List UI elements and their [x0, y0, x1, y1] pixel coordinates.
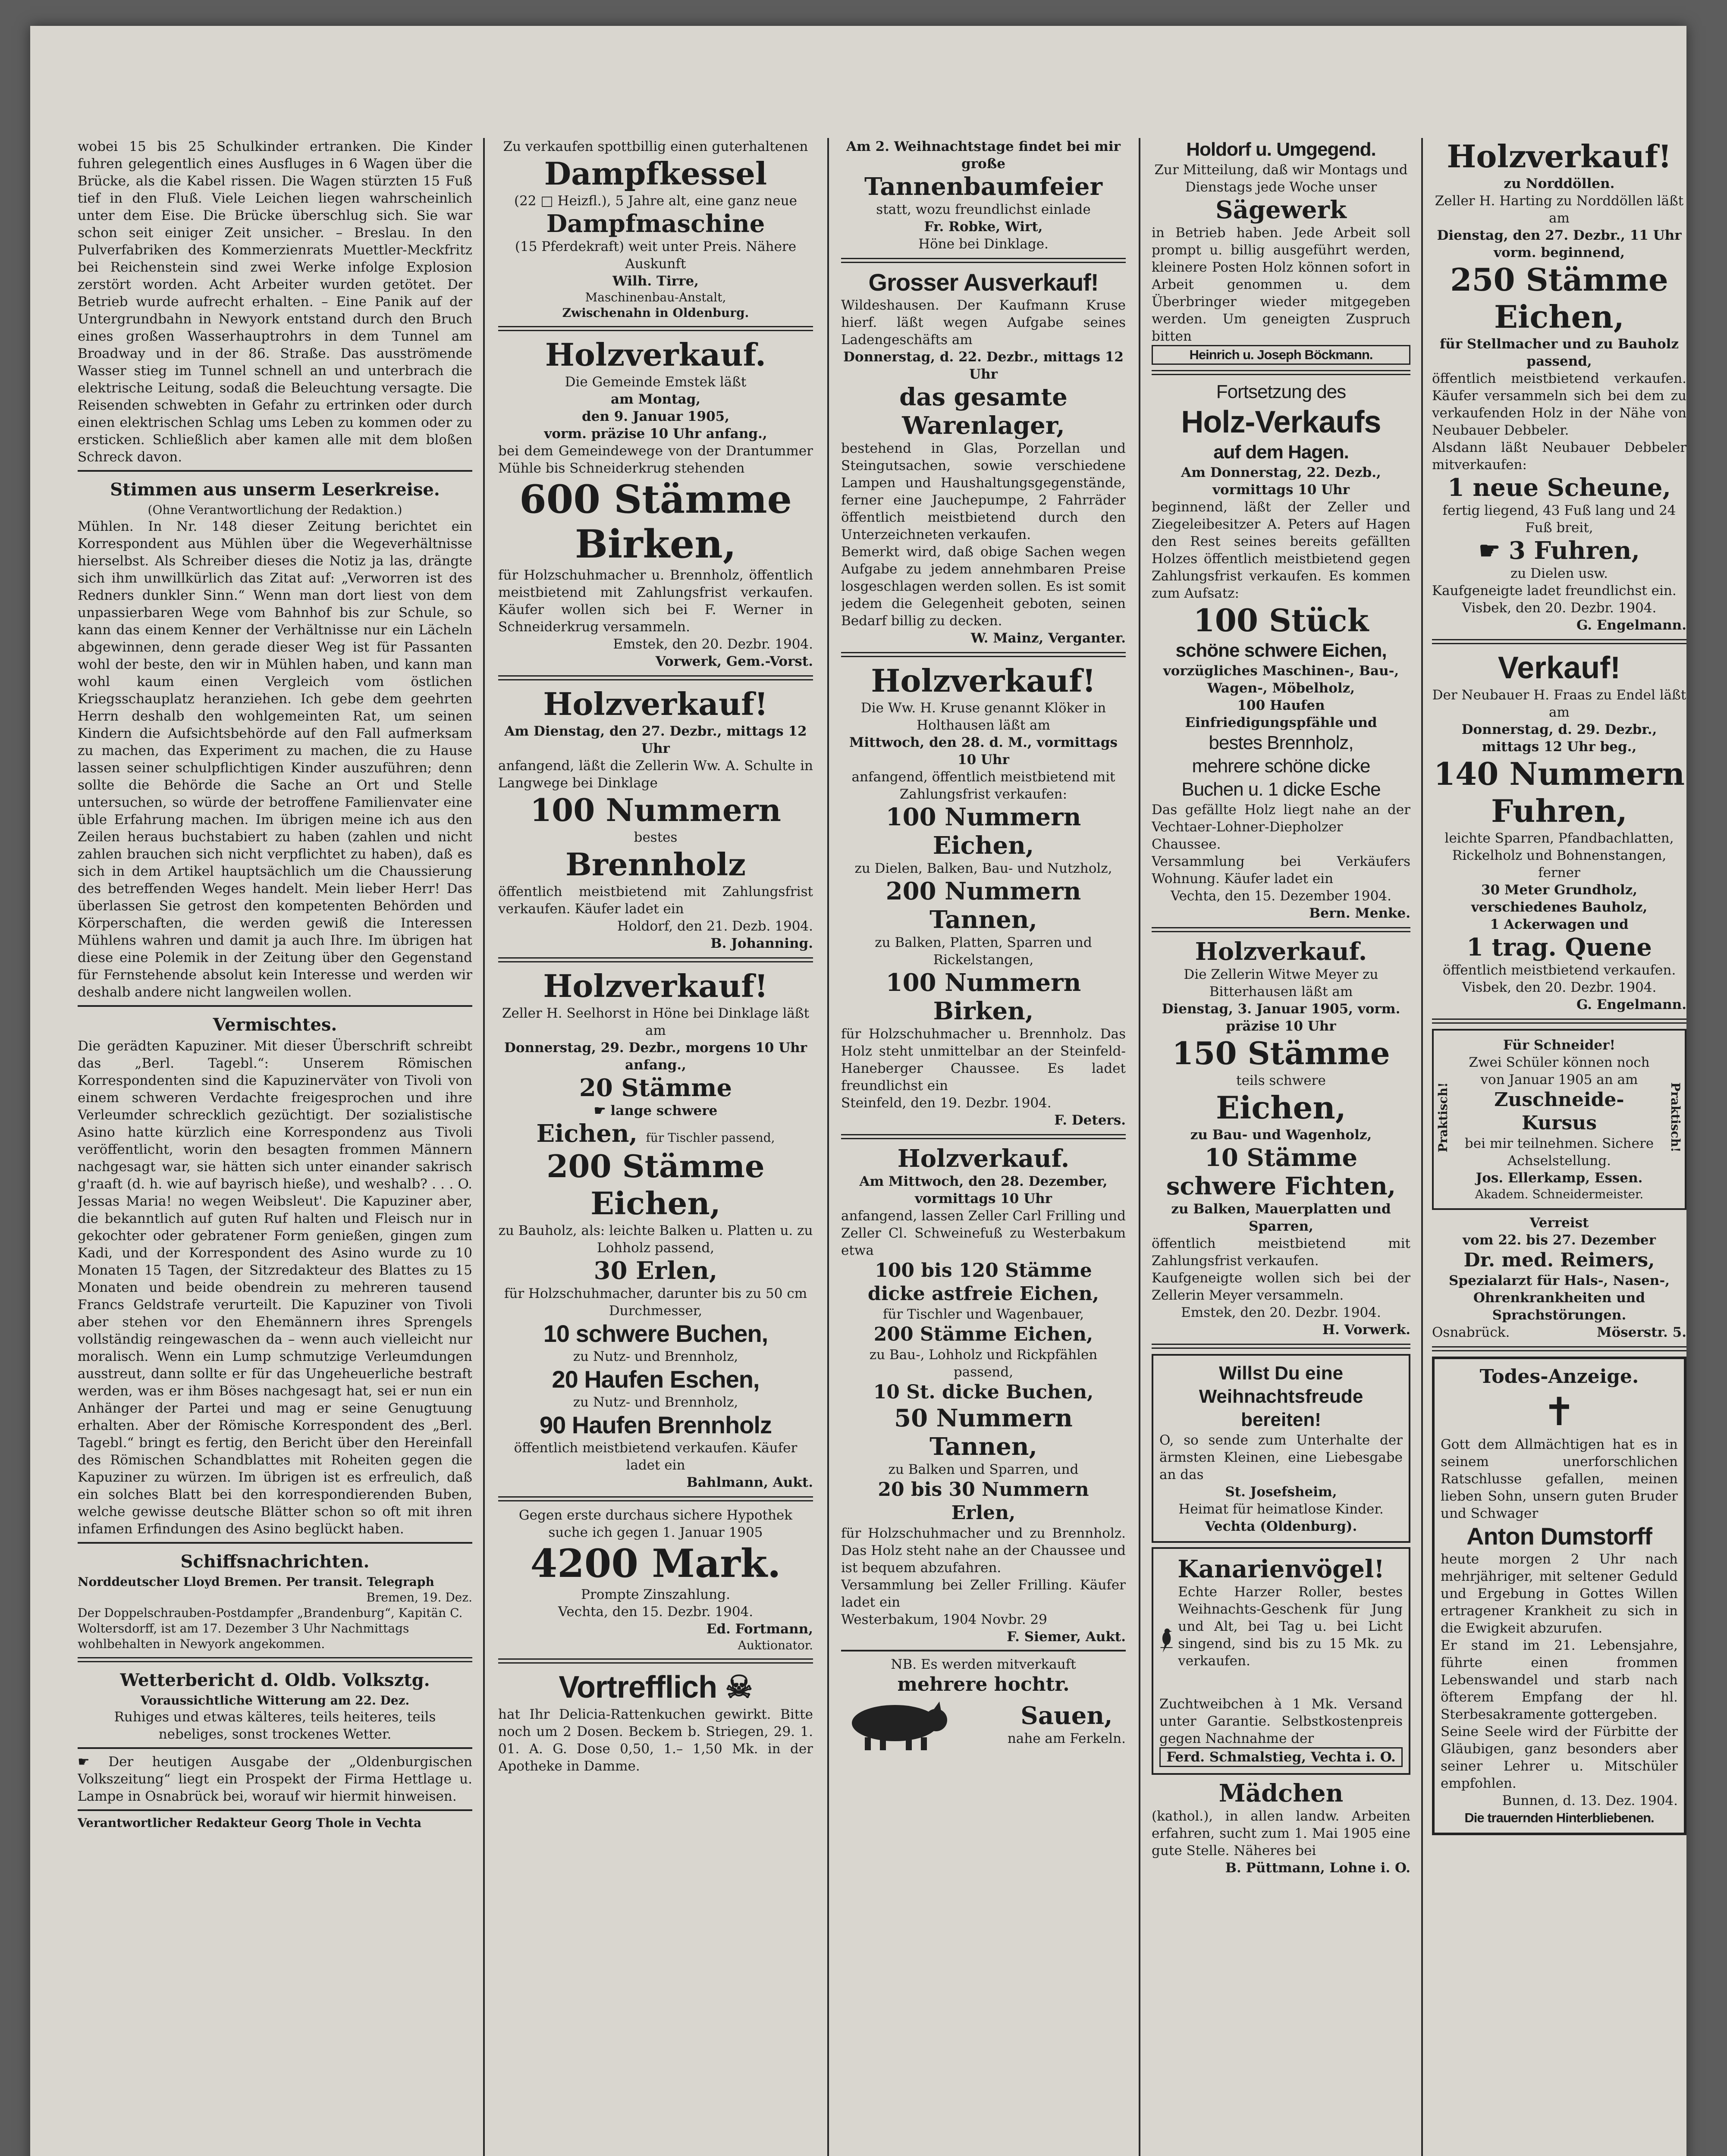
ad-josefsheim-heading: Willst Du eine Weihnachtsfreude bereiten!: [1199, 1363, 1363, 1430]
ad-fraas-line2: Donnerstag, d. 29. Dezbr., mittags 12 Uhr beg.,: [1461, 722, 1657, 755]
ad-maedchen-body: (kathol.), in allen landw. Arbeiten erfahren, sucht zum 1. Mai 1905 eine gute Stelle. Näheres bei: [1152, 1808, 1410, 1858]
ad-hagen-line4: 100 Haufen: [1237, 698, 1325, 713]
ad-schulte-heading: Holzverkauf!: [543, 686, 768, 722]
ad-hagen-big5: schöne schwere Eichen,: [1175, 640, 1387, 661]
ad-kruse-line5: zu Balken, Platten, Sparren und Rickelstangen,: [875, 935, 1092, 968]
ad-emstek-line1: Die Gemeinde Emstek läßt: [565, 374, 747, 390]
ad-seelhorst-line3-text: lange schwere: [610, 1103, 718, 1119]
ad-frilling-big7: 20 bis 30 Nummern: [878, 1479, 1089, 1501]
ad-hagen-big1: Fortsetzung des: [1216, 381, 1346, 402]
ship-date: Bremen, 19. Dez.: [366, 1590, 472, 1604]
ad-harting-body: öffentlich meistbietend verkaufen. Käufer versammeln sich bei dem zu verkaufenden Holz in der Nähe von Neubauer Debbeler.: [1432, 371, 1686, 438]
ad-boiler-title: Dampfkessel: [544, 155, 767, 192]
ad-emstek-signature: Vorwerk, Gem.-Vorst.: [655, 654, 813, 669]
pointing-hand-icon: ☛: [593, 1103, 606, 1119]
ad-harting-date: Visbek, den 20. Dezbr. 1904.: [1462, 600, 1657, 616]
ad-saegewerk-heading: Holdorf u. Umgegend.: [1186, 139, 1376, 160]
ad-frilling-big2: dicke astfreie Eichen,: [867, 1283, 1099, 1305]
ad-meyer-date: Emstek, den 20. Dezbr. 1904.: [1181, 1305, 1381, 1320]
ad-hagen-body: beginnend, läßt der Zeller und Ziegeleibesitzer A. Peters auf Hagen den Rest seines bereits gefällten Holzes öffentlich meistbietend gegen Zahlungsfrist verkaufen. Es kommen zum Aufsatz:: [1152, 499, 1410, 601]
ad-mortgage-line2: Prompte Zinszahlung.: [581, 1587, 730, 1602]
ad-hagen-big2: Holz-Verkaufs: [1181, 405, 1381, 439]
ad-seelhorst-heading: Holzverkauf!: [543, 968, 768, 1004]
cross-icon: ✝: [1543, 1389, 1576, 1435]
ad-saegewerk-body: in Betrieb haben. Jede Arbeit soll prompt u. billig ausgeführt werden, kleinere Posten Holz können sofort in Arbeit genommen u. dem Überbringer wieder mitgegeben werden. Um geneigten Zuspruch bitten: [1152, 225, 1410, 344]
ad-death-line2: heute morgen 2 Uhr nach mehrjähriger, mit seltener Geduld und Ergebung in Gottes Willen ertragener Krankheit zu sich in die Ewigkeit abzurufen.: [1441, 1551, 1678, 1636]
ad-sauen-big2: Sauen,: [1020, 1702, 1113, 1730]
ad-emstek-line4: vorm. präzise 10 Uhr anfang.,: [544, 426, 767, 442]
news-item-bridge: wobei 15 bis 25 Schulkinder ertranken. Die Kinder fuhren gelegentlich eines Ausfluges in 6 Wagen über die Brücke, als die Kabel rissen. Die Wagen stürzten 15 Fuß tief in den Fluß. Viele Leichen liegen wahrscheinlich unter dem Eise. Die Brücke überschlug sich. Sie war schon seit einiger Zeit unsicher. – Breslau. In den Pulverfabriken des Kommerzienrats Muettler-Meckfritz bei Reichenstein sind zwei Werke infolge Explosion zerstört worden. Acht Arbeiter wurden getötet. Der Betrieb wurde aufrecht erhalten. – Eine Panik auf der Untergrundbahn in Newyork entstand durch den Bruch eines großen Wasserhauptrohrs in dem Tunnel am Broadway und in der 86. Straße. Das ausströmende Wasser stieg im Tunnel schnell an und unterbrach die elektrische Leitung, sodaß die Beleuchtung versagte. Die Reisenden schwebten in Gefahr zu ertrinken oder durch einen elektrischen Schlag ums Leben zu kommen oder zu ersticken. Schließlich aber kamen alle mit dem bloßen Schreck davon.: [78, 139, 472, 465]
ad-frilling-big8: Erlen,: [951, 1502, 1016, 1524]
ad-boiler-signature: Wilh. Tirre,: [612, 273, 699, 289]
ad-feier-signature: Fr. Robke, Wirt,: [924, 219, 1043, 235]
ad-sauen-right: [1008, 1702, 1126, 1747]
ad-harting-line8: Kaufgeneigte ladet freundlichst ein.: [1432, 583, 1677, 599]
ad-harting-big1: 250 Stämme: [1450, 261, 1668, 298]
ad-ausverkauf-line1: Wildeshausen. Der Kaufmann Kruse hierf. läßt wegen Aufgabe seines Ladengeschäfts am: [841, 298, 1126, 348]
ad-josefsheim-name: St. Josefsheim,: [1225, 1484, 1337, 1500]
ad-death-line1: Gott dem Allmächtigen hat es in seinem unerforschlichen Ratschlusse gefallen, meinen lieben Sohn, unsern guten Bruder und Schwager: [1441, 1437, 1678, 1521]
ad-canary-heading: Kanarienvögel!: [1178, 1555, 1385, 1583]
ad-seelhorst-big6: 10 schwere Buchen,: [543, 1320, 768, 1347]
ad-kruse-big6: Birken,: [933, 997, 1034, 1025]
column-4: [1152, 138, 1410, 2156]
ad-meyer-big2: Eichen,: [1216, 1089, 1346, 1126]
ad-emstek-big1: 600 Stämme: [519, 476, 792, 522]
ad-seelhorst-line1: Zeller H. Seelhorst in Höne bei Dinklage läßt am: [502, 1006, 810, 1038]
ad-hagen-big3: auf dem Hagen.: [1213, 442, 1349, 463]
ad-kruse-date: Steinfeld, den 19. Dezbr. 1904.: [841, 1095, 1052, 1111]
ad-harting-big4: [1432, 536, 1686, 565]
ad-sauen-row: [841, 1696, 1126, 1752]
ship-report: Der Doppelschrauben-Postdampfer „Brandenburg“, Kapitän C. Woltersdorff, ist am 17. Dezember 3 Uhr Nachmittags wohlbehalten in Newyork angekommen.: [78, 1606, 463, 1651]
ad-reimers-address: Möserstr. 5.: [1597, 1325, 1686, 1340]
ad-emstek-heading: Holzverkauf.: [545, 336, 766, 373]
ad-death-line3: Er stand im 21. Lebensjahre, führte einen frommen Lebenswandel und starb nach öfterem Empfang der hl. Sterbesakramente gottergeben.: [1441, 1638, 1678, 1722]
ad-rat-heading: [498, 1669, 813, 1706]
supplement-notice: [78, 1753, 472, 1805]
ad-kruse-body: für Holzschuhmacher u. Brennholz. Das Holz steht unmittelbar an der Steinfeld-Haneberger Chaussee. Es ladet freundlichst ein: [841, 1026, 1126, 1094]
ad-emstek-line2: am Montag,: [610, 392, 701, 407]
ad-seelhorst-big4: Eichen,: [590, 1185, 721, 1222]
ad-harting-line6: fertig liegend, 43 Fuß lang und 24 Fuß breit,: [1442, 503, 1676, 536]
skull-icon: ☠: [725, 1670, 753, 1705]
ad-kruse-big3: 200 Nummern: [885, 877, 1081, 906]
ad-ausverkauf-heading: Grosser Ausverkauf!: [868, 269, 1099, 296]
weather-subheading: Voraussichtliche Witterung am 22. Dez.: [140, 1693, 410, 1708]
ad-seelhorst-signature: Bahlmann, Aukt.: [686, 1475, 813, 1490]
ad-seelhorst-line8: öffentlich meistbietend verkaufen. Käufer ladet ein: [514, 1440, 798, 1473]
ad-schulte-date: Holdorf, den 21. Dezb. 1904.: [617, 918, 813, 934]
ad-schulte-signature: B. Johanning.: [710, 936, 813, 951]
ad-seelhorst-big7: 20 Haufen Eschen,: [552, 1366, 760, 1393]
ad-canary-line2: Zuchtweibchen à 1 Mk. Versand unter Garantie. Selbstkostenpreis gegen Nachnahme der: [1159, 1696, 1403, 1746]
ad-schneider-side-right: Praktisch!: [1668, 1082, 1683, 1153]
ad-schneider-line2: bei mir teilnehmen. Sichere Achselstellung.: [1464, 1136, 1654, 1169]
ad-schneider-big: Zuschneide-Kursus: [1494, 1089, 1624, 1134]
ad-harting-line1: Zeller H. Harting zu Norddöllen läßt am: [1435, 193, 1684, 226]
ad-fraas-big3: 1 trag. Quene: [1466, 933, 1652, 962]
ad-fraas-date: Visbek, den 20. Dezbr. 1904.: [1462, 980, 1657, 995]
ad-harting-subheading: zu Norddöllen.: [1504, 176, 1615, 191]
ad-fraas-line7: öffentlich meistbietend verkaufen.: [1442, 962, 1676, 978]
ad-maedchen-signature: B. Püttmann, Lohne i. O.: [1225, 1860, 1410, 1876]
ad-frilling-line1: Am Mittwoch, den 28. Dezember, vormittags 10 Uhr: [859, 1174, 1108, 1206]
ad-canary-box: [1152, 1547, 1410, 1775]
ad-seelhorst-big1: 20 Stämme: [579, 1074, 732, 1102]
column-divider: [1139, 138, 1140, 2156]
ad-schulte-big1: 100 Nummern: [530, 792, 781, 828]
ad-reimers-name: Dr. med. Reimers,: [1463, 1249, 1655, 1271]
ad-seelhorst-big2-text: Eichen,: [536, 1119, 638, 1148]
ad-boiler-location: Zwischenahn in Oldenburg.: [562, 306, 749, 320]
editor-line: Verantwortlicher Redakteur Georg Thole in Vechta: [78, 1816, 422, 1830]
ad-death-name: Anton Dumstorff: [1466, 1523, 1652, 1550]
ship-telegraph: Norddeutscher Lloyd Bremen. Per transit. Telegraph: [78, 1575, 434, 1589]
ad-sauen-line1: NB. Es werden mitverkauft: [891, 1657, 1076, 1672]
ad-schneider-side-left: Praktisch!: [1436, 1082, 1450, 1153]
ad-meyer-signature: H. Vorwerk.: [1322, 1322, 1410, 1338]
ad-seelhorst-big3: 200 Stämme: [546, 1148, 765, 1185]
bird-icon: [1159, 1583, 1174, 1695]
ad-sauen-line2: nahe am Ferkeln.: [1007, 1731, 1126, 1746]
ad-kruse-big1: 100 Nummern: [885, 803, 1081, 831]
ad-josefsheim-line2: Heimat für heimatlose Kinder.: [1178, 1501, 1384, 1517]
ad-sauen-big1: mehrere hochtr.: [897, 1673, 1070, 1695]
ad-ausverkauf-signature: W. Mainz, Verganter.: [970, 630, 1126, 646]
ad-maedchen-heading: Mädchen: [1218, 1779, 1344, 1808]
ad-frilling-line3: für Tischler und Wagenbauer,: [882, 1307, 1084, 1322]
ad-feier-line2: statt, wozu freundlichst einlade: [876, 202, 1091, 217]
ad-reimers-location: Osnabrück.: [1432, 1325, 1510, 1340]
ad-ausverkauf-body: bestehend in Glas, Porzellan und Steingutsachen, sowie verschiedene Lampen und Haushaltungsgegenstände, ferner eine Jauchepumpe, 2 Fahrräder öffentlich meistbietend durch den Unterzeichneten verkaufen.: [841, 441, 1126, 542]
ad-reimers-line1: vom 22. bis 27. Dezember: [1463, 1232, 1656, 1248]
ad-mortgage-amount: 4200 Mark.: [530, 1541, 781, 1586]
ad-hagen-big8: Buchen u. 1 dicke Esche: [1181, 779, 1381, 800]
ad-frilling-big3: 200 Stämme Eichen,: [873, 1323, 1093, 1345]
ad-saegewerk-big: Sägewerk: [1215, 196, 1347, 224]
ad-saegewerk-signature: Heinrich u. Joseph Böckmann.: [1152, 345, 1410, 365]
ad-frilling-body: für Holzschuhmacher und zu Brennholz. Das Holz steht nahe an der Chaussee und ist bequem abzufahren.: [841, 1526, 1126, 1576]
section-heading-ships: Schiffsnachrichten.: [180, 1551, 370, 1572]
ad-harting-line3: für Stellmacher und zu Bauholz passend,: [1439, 336, 1679, 369]
ad-fraas-signature: G. Engelmann.: [1576, 997, 1686, 1012]
ad-kruse-big2: Eichen,: [933, 831, 1034, 860]
section-heading-misc: Vermischtes.: [213, 1015, 337, 1035]
ad-schulte-line3: bestes: [634, 830, 678, 845]
ad-hagen-line5: Einfriedigungspfähle und: [1185, 715, 1377, 730]
ad-harting-heading: Holzverkauf!: [1447, 138, 1672, 175]
ad-kruse-big5: 100 Nummern: [885, 968, 1081, 997]
ad-seelhorst-line3: [498, 1102, 813, 1119]
weather-forecast: Ruhiges und etwas kälteres, teils heiteres, teils nebeliges, sonst trockenes Wetter.: [114, 1709, 436, 1742]
ad-schneider-signature: Jos. Ellerkamp, Essen.: [1476, 1170, 1643, 1186]
ad-hagen-big4: 100 Stück: [1193, 602, 1369, 639]
ad-hagen-line7: Versammlung bei Verkäufers Wohnung. Käufer ladet ein: [1152, 854, 1410, 887]
ad-fraas-heading: Verkauf!: [1498, 651, 1621, 685]
misc-article: Die gerädten Kapuziner. Mit dieser Überschrift schreibt das „Berl. Tagebl.“: Unserem Römischen Korrespondenten sind die Kapuzinerväter von Tivoli von einem schweren Verdachte freigesprochen und ihre Verleumder schrecklich gezüchtigt. Der sozialistische Asino hatte kürzlich eine Korrespondenz aus Tivoli veröffentlicht, worin den besagten frommen Männern nachgesagt war, sie hätten sich unter einander sakrisch g'raaft (d. h. wie auf bayrisch hieße), und weshalb? . . . O. Jessas Maria! no wegen Weibsleut'. Die Kapuziner aber, die bekanntlich auf guten Ruf halten und Fleisch nur in gekochter oder gebratener Form genießen, gingen zum Kadi, und der Korrespondent des Asino wurde zu 10 Monaten 15 Tagen, der Sitzredakteur des Blattes zu 15 Monaten und beide obendrein zu mehreren tausend Francs Geldstrafe verurteilt. Die Kapuziner von Tivoli aber stehen vor den Ehemännern ihres Sprengels vollständig reingewaschen da – wenn auch vielleicht nur moralisch. Wenn ein Lump schmutzige Verleumdungen ausstreut, dann sollte er für das Ungeheuerliche bestraft werden, was er ihm Böses nachgesagt hat, sei er nun ein Anhänger der Partei und mag er seine Genugtuung erhalten. Aber der Römische Korrespondent des „Berl. Tagebl.“ bringt es fertig, den Bericht über den Hereinfall des Römischen Schandblattes mit Roheiten gegen die Kapuziner zu würzen. Im übrigen ist es erfreulich, daß ein solches Blatt bei den korrespondierenden Buben, welche gewisse deutsche Blätter schon so oft mit ihren infamen Erfindungen des Asino beglückt haben.: [78, 1038, 472, 1537]
ad-harting-big2: Eichen,: [1494, 298, 1624, 335]
ad-mortgage-title: Auktionator.: [738, 1638, 813, 1652]
ad-fraas-line5: verschiedenes Bauholz,: [1471, 899, 1648, 915]
ad-schulte-line1: Am Dienstag, den 27. Dezbr., mittags 12 Uhr: [504, 724, 807, 756]
pointing-hand-icon: ☛: [78, 1754, 90, 1770]
ad-fraas-line1: Der Neubauer H. Fraas zu Endel läßt am: [1432, 687, 1686, 720]
ad-death-line4: Seine Seele wird der Fürbitte der Gläubigen, ganz besonders aber seiner Lehrer u. Mitschüler empfohlen.: [1441, 1724, 1678, 1791]
ad-frilling-line5: zu Balken und Sparren, und: [888, 1462, 1079, 1477]
ad-fraas-big1: 140 Nummern: [1434, 755, 1685, 792]
ad-frilling-big5: 50 Nummern: [894, 1404, 1073, 1432]
ad-frilling-line7: Versammlung bei Zeller Frilling. Käufer ladet ein: [841, 1577, 1126, 1610]
ad-schneider-line1: Zwei Schüler können noch von Januar 1905 an am: [1469, 1055, 1650, 1087]
ad-mortgage-signature: Ed. Fortmann,: [706, 1621, 813, 1637]
ad-canary-signature: Ferd. Schmalstieg, Vechta i. O.: [1159, 1747, 1403, 1767]
ad-kruse-signature: F. Deters.: [1054, 1112, 1126, 1128]
ad-kruse-line2: Mittwoch, den 28. d. M., vormittags 10 Uhr: [849, 735, 1118, 768]
ad-death-date: Bunnen, d. 13. Dez. 1904.: [1502, 1793, 1678, 1808]
ad-seelhorst-big5: 30 Erlen,: [593, 1257, 718, 1285]
ad-hagen-line1: Am Donnerstag, 22. Dezb., vormittags 10 Uhr: [1181, 465, 1381, 498]
ad-harting-signature: G. Engelmann.: [1576, 617, 1686, 633]
ad-frilling-big6: Tannen,: [929, 1432, 1037, 1461]
ad-schneider-title: Akadem. Schneidermeister.: [1475, 1187, 1644, 1201]
ad-schneider-heading: Für Schneider!: [1503, 1037, 1616, 1053]
ad-meyer-line4: zu Bau- und Wagenholz,: [1190, 1127, 1372, 1143]
column-divider: [827, 138, 829, 2156]
ad-harting-line5: Alsdann läßt Neubauer Debbeler mitverkaufen:: [1432, 440, 1686, 473]
ad-mortgage-date: Vechta, den 15. Dezbr. 1904.: [558, 1604, 754, 1620]
ad-frilling-date: Westerbakum, 1904 Novbr. 29: [841, 1612, 1047, 1627]
ad-kruse-line3: anfangend, öffentlich meistbietend mit Zahlungsfrist verkaufen:: [851, 769, 1115, 802]
ad-seelhorst-line2: Donnerstag, 29. Dezbr., morgens 10 Uhr anfang.,: [504, 1040, 807, 1073]
ad-ausverkauf-big1: das gesamte: [899, 383, 1068, 411]
ad-meyer-line7: Kaufgeneigte wollen sich bei der Zellerin Meyer versammeln.: [1152, 1270, 1410, 1303]
pig-icon: [841, 1696, 953, 1752]
ad-seelhorst-big2: [498, 1119, 813, 1148]
ad-meyer-big4: schwere Fichten,: [1166, 1172, 1396, 1200]
ad-frilling-big1: 100 bis 120 Stämme: [875, 1260, 1092, 1282]
ad-harting-line7: zu Dielen usw.: [1510, 566, 1608, 581]
ad-boiler-detail: (22 □ Heizfl.), 5 Jahre alt, eine ganz neue: [514, 193, 798, 209]
ad-harting-big4-text: 3 Fuhren,: [1508, 536, 1640, 565]
section-subheading: (Ohne Verantwortlichung der Redaktion.): [148, 503, 402, 517]
ad-feier-title: Tannenbaumfeier: [864, 172, 1102, 201]
ad-josefsheim-box: [1152, 1354, 1410, 1543]
ad-seelhorst-line7: zu Nutz- und Brennholz,: [573, 1395, 738, 1410]
ad-frilling-big4: 10 St. dicke Buchen,: [873, 1381, 1094, 1403]
column-5: [1432, 138, 1686, 2156]
ad-schulte-line2: anfangend, läßt die Zellerin Ww. A. Schulte in Langwege bei Dinklage: [498, 758, 813, 791]
ad-kruse-big4: Tannen,: [929, 906, 1037, 934]
ad-schneider-box: [1432, 1029, 1686, 1210]
ad-boiler-company: Maschinenbau-Anstalt,: [585, 290, 726, 304]
ad-boiler-intro: Zu verkaufen spottbillig einen guterhaltenen: [503, 139, 808, 154]
ad-meyer-heading: Holzverkauf.: [1195, 937, 1367, 966]
ad-mortgage-line1: Gegen erste durchaus sichere Hypothek suche ich gegen 1. Januar 1905: [518, 1507, 793, 1540]
ad-seelhorst-line5: für Holzschuhmacher, darunter bis zu 50 cm Durchmesser,: [504, 1286, 807, 1319]
ad-meyer-big3: 10 Stämme: [1204, 1144, 1358, 1172]
section-heading-letters: Stimmen aus unserm Leserkreise.: [110, 479, 440, 500]
ad-hagen-big6: bestes Brennholz,: [1209, 732, 1353, 753]
ad-death-signature: Die trauernden Hinterbliebenen.: [1464, 1810, 1654, 1825]
pointing-hand-icon: ☛: [1479, 536, 1501, 565]
ad-reimers-specialty: Spezialarzt für Hals-, Nasen-, Ohrenkrankheiten und Sprachstörungen.: [1448, 1273, 1670, 1323]
ad-feier-line1: Am 2. Weihnachtstage findet bei mir große: [846, 139, 1121, 172]
ad-fraas-line4: 30 Meter Grundholz,: [1481, 882, 1638, 898]
ad-ausverkauf-note: Bemerkt wird, daß obige Sachen wegen Aufgabe zu jedem annehmbaren Preise losgeschlagen werden sollen. Es ist somit jedem die Gelegenheit geboten, seinen Bedarf billig zu decken.: [841, 544, 1126, 629]
ad-meyer-big1: 150 Stämme: [1172, 1035, 1390, 1072]
ad-kruse-heading: Holzverkauf!: [871, 662, 1096, 699]
ad-saegewerk-line1: Zur Mitteilung, daß wir Montags und Dienstags jede Woche unser: [1154, 162, 1408, 195]
column-divider: [483, 138, 485, 2156]
ad-engine-title: Dampfmaschine: [546, 210, 765, 238]
ad-frilling-line4: zu Bau-, Lohholz und Rickpfählen passend,: [869, 1347, 1098, 1380]
ad-ausverkauf-big2: Warenlager,: [902, 411, 1065, 440]
ad-death-heading: Todes-Anzeige.: [1479, 1366, 1639, 1388]
ad-emstek-big2: Birken,: [575, 521, 737, 567]
ad-schulte-big2: Brennholz: [565, 846, 746, 883]
ad-canary-body: Echte Harzer Roller, bestes Weihnachts-Geschenk für Jung und Alt, bei Tag u. bei Licht singend, sind bis zu 15 Mk. zu verkaufen.: [1178, 1584, 1403, 1669]
column-2: [498, 138, 813, 2156]
ad-meyer-line1: Die Zellerin Witwe Meyer zu Bitterhausen läßt am: [1184, 967, 1378, 1000]
ad-rat-body: hat Ihr Delicia-Rattenkuchen gewirkt. Bitte noch um 2 Dosen. Beckem b. Striegen, 29. 1. 01. A. G. Dose 0,50, 1.– 1,50 Mk. in der Apotheke in Damme.: [498, 1707, 813, 1774]
ad-kruse-line1: Die Ww. H. Kruse genannt Klöker in Holthausen läßt am: [860, 700, 1106, 733]
ad-emstek-date: Emstek, den 20. Dezbr. 1904.: [613, 636, 813, 652]
ad-seelhorst-line6: zu Nutz- und Brennholz,: [573, 1349, 738, 1364]
ad-hagen-date: Vechta, den 15. Dezember 1904.: [1171, 888, 1391, 904]
ad-hagen-line3: vorzügliches Maschinen-, Bau-, Wagen-, Möbelholz,: [1163, 663, 1399, 696]
ad-emstek-line3: den 9. Januar 1905,: [582, 409, 729, 424]
ad-josefsheim-location: Vechta (Oldenburg).: [1205, 1519, 1357, 1534]
ad-harting-line2: Dienstag, den 27. Dezbr., 11 Uhr vorm. beginnend,: [1437, 228, 1682, 260]
ad-canary-row: [1159, 1583, 1403, 1695]
ad-emstek-line5: bei dem Gemeindewege von der Drantummer Mühle bis Schneiderkrug stehenden: [498, 443, 813, 476]
ad-death-box: [1432, 1357, 1686, 1835]
ad-engine-detail: (15 Pferdekraft) weit unter Preis. Nähere Auskunft: [515, 239, 797, 272]
ad-seelhorst-note: für Tischler passend,: [646, 1131, 775, 1145]
ad-josefsheim-line1: O, so sende zum Unterhalte der ärmsten Kleinen, eine Liebesgabe an das: [1159, 1432, 1403, 1482]
ad-fraas-line6: 1 Ackerwagen und: [1490, 917, 1629, 932]
ad-frilling-heading: Holzverkauf.: [897, 1144, 1070, 1173]
ad-frilling-signature: F. Siemer, Aukt.: [1007, 1629, 1126, 1645]
ad-seelhorst-big8: 90 Haufen Brennholz: [540, 1411, 772, 1438]
ad-hagen-line6: Das gefällte Holz liegt nahe an der Vechtaer-Lohner-Diepholzer Chaussee.: [1152, 802, 1410, 852]
column-3: [841, 138, 1126, 2156]
ad-fraas-line3: leichte Sparren, Pfandbachlatten, Rickelholz und Bohnenstangen, ferner: [1444, 830, 1674, 881]
supplement-text: Der heutigen Ausgabe der „Oldenburgischen Volkszeitung“ liegt ein Prospekt der Firma Hettlage u. Lampe in Osnabrück bei, worauf wir hiermit hinweisen.: [78, 1754, 472, 1804]
ad-reimers-heading: Verreist: [1529, 1215, 1589, 1231]
ad-seelhorst-line4: zu Bauholz, als: leichte Balken u. Platten u. zu Lohholz passend,: [498, 1223, 813, 1256]
ad-frilling-line2: anfangend, lassen Zeller Carl Frilling und Zeller Cl. Schweinefuß zu Westerbakum etwa: [841, 1208, 1126, 1258]
column-divider: [1421, 138, 1423, 2156]
ad-feier-location: Höne bei Dinklage.: [918, 236, 1049, 252]
ad-emstek-body: für Holzschuhmacher u. Brennholz, öffentlich meistbietend mit Zahlungsfrist verkaufen. Käufer wollen sich bei F. Werner in Schneiderkrug versammeln.: [498, 567, 813, 635]
ad-hagen-big7: mehrere schöne dicke: [1192, 755, 1370, 777]
ad-meyer-line6: öffentlich meistbietend mit Zahlungsfrist verkaufen.: [1152, 1236, 1410, 1269]
letter-article: Mühlen. In Nr. 148 dieser Zeitung berichtet ein Korrespondent aus Mühlen über die Wegeverhältnisse hierselbst. Als Schreiber dieses die Notiz ja las, drängte sich ihm unwillkürlich das Zitat auf: „Verworren ist des Redners dunkler Sinn.“ Wenn man dort liest von dem unpassierbaren Wege vom Bahnhof bis zur Schule, so kann das einem Kenner der Verhältnisse nur ein Lächeln abgewinnen, denn gerade dieser Weg ist für Passanten wohl der beste, den wir in Mühlen haben, und kann man wohl kaum einen Vergleich vom östlichen Kriegsschauplatz heranziehen. Ich gebe dem geehrten Herrn deshalb den wohlgemeinten Rat, um seinen Kindern die Aufsichtsbehörde auf den Fall aufmerksam zu machen, das Experiment zu machen, die zu Hause lassen seiner schulpflichtigen Kinder auszuführen; denn sollte die Behörde die Sache an Ort und Stelle untersuchen, so würde der betroffene Familienvater eine üble Erfahrung machen. Im übrigen meine ich aus den Zeilen heraus buchstabiert zu haben (zahlen und nicht zahlen brauchen sich nicht verpflichtet zu haben), daß es sich in dem Artikel hauptsächlich um die Chaussierung des betreffenden Weges handelt. Mein lieber Herr! Das überlassen Sie getrost den kompetenten Behörden und Körperschaften, die werden gewiß die Interessen Mühlens wahren und damit ja auch Ihre. Im übrigen hat diese eine Polemik in der Zeitung über den Gegenstand für Fernstehende absolut kein Interesse und werden wir deshalb andere nicht langweilen wollen.: [78, 519, 472, 1000]
ad-hagen-signature: Bern. Menke.: [1309, 906, 1410, 921]
ad-meyer-line5: zu Balken, Mauerplatten und Sparren,: [1171, 1201, 1391, 1234]
newspaper-page: [30, 26, 1686, 2156]
ad-kruse-line4: zu Dielen, Balken, Bau- und Nutzholz,: [854, 861, 1112, 876]
ad-reimers-footer: [1432, 1324, 1686, 1341]
ad-fraas-big2: Fuhren,: [1491, 793, 1627, 829]
ad-meyer-line2: Dienstag, 3. Januar 1905, vorm. präzise 10 Uhr: [1162, 1001, 1400, 1034]
column-1: [78, 138, 472, 2156]
ad-ausverkauf-line2: Donnerstag, d. 22. Dezbr., mittags 12 Uhr: [843, 349, 1124, 382]
ad-rat-heading-text: Vortrefflich: [559, 1670, 717, 1705]
ad-schulte-body: öffentlich meistbietend mit Zahlungsfrist verkaufen. Käufer ladet ein: [498, 884, 813, 917]
weather-heading: Wetterbericht d. Oldb. Volksztg.: [120, 1670, 430, 1690]
ad-harting-big3: 1 neue Scheune,: [1447, 473, 1671, 502]
ad-meyer-line3: teils schwere: [1236, 1073, 1326, 1088]
